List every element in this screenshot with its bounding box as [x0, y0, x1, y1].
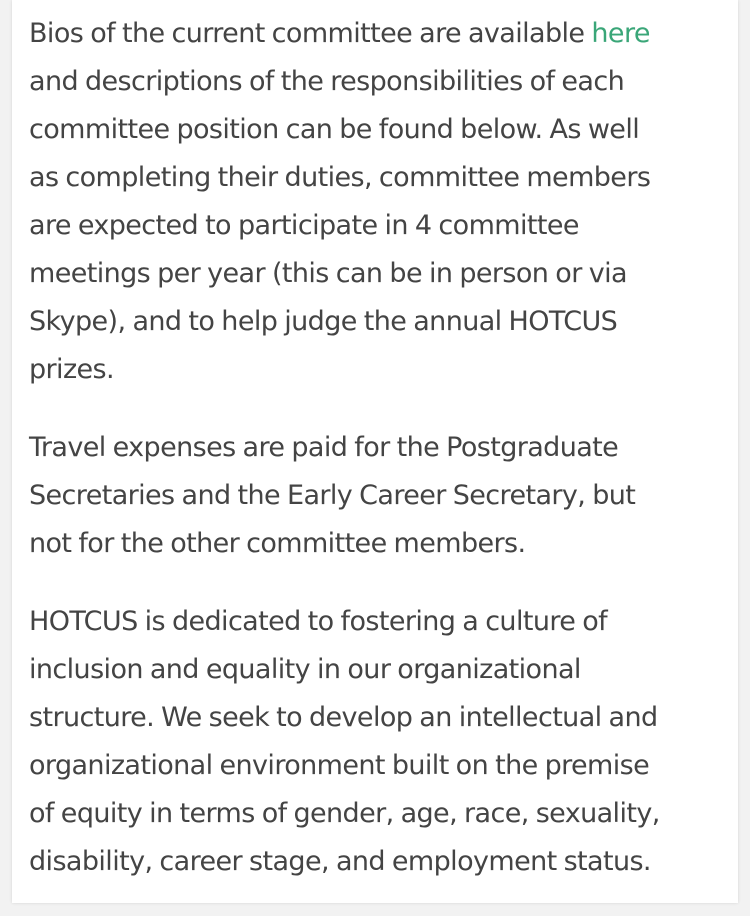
page-card	[12, 0, 738, 903]
text-line: committee position can be found below. As well	[29, 114, 640, 145]
paragraph-committee-info	[29, 10, 719, 394]
text-line: are expected to participate in 4 committee	[29, 210, 579, 241]
text-line: HOTCUS is dedicated to fostering a culture of	[29, 606, 608, 637]
text-line: meetings per year (this can be in person or via	[29, 258, 627, 289]
text-line: Travel expenses are paid for the Postgraduate	[29, 432, 619, 463]
article-body	[29, 10, 719, 916]
text-line: and descriptions of the responsibilities of each	[29, 66, 625, 97]
text-segment: Bios of the current committee are available	[29, 18, 592, 49]
text-line: as completing their duties, committee members	[29, 162, 651, 193]
text-line	[29, 10, 719, 58]
text-line: inclusion and equality in our organizational	[29, 654, 581, 685]
bios-here-link[interactable]: here	[591, 18, 650, 49]
text-line: Skype), and to help judge the annual HOTCUS	[29, 306, 618, 337]
paragraph-travel-expenses	[29, 424, 719, 568]
text-line: not for the other committee members.	[29, 528, 526, 559]
text-line: prizes.	[29, 354, 114, 385]
text-line: organizational environment built on the premise	[29, 750, 650, 781]
text-line: of equity in terms of gender, age, race, sexuality,	[29, 798, 660, 829]
text-line: structure. We seek to develop an intellectual and	[29, 702, 658, 733]
text-line: disability, career stage, and employment status.	[29, 846, 651, 877]
text-line: Secretaries and the Early Career Secretary, but	[29, 480, 636, 511]
paragraph-inclusion-statement	[29, 598, 719, 886]
